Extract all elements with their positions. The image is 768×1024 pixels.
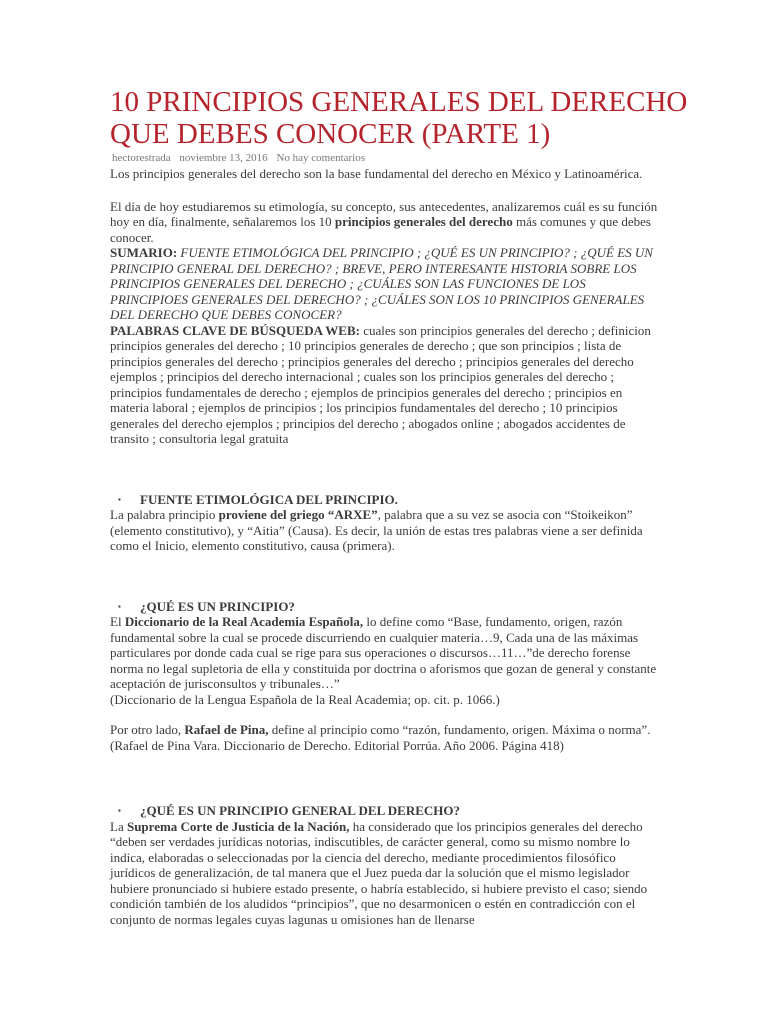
section-heading-etymology: ▪ FUENTE ETIMOLÓGICA DEL PRINCIPIO. [110,492,658,508]
comments-link[interactable]: No hay comentarios [276,152,366,164]
post-date: noviembre 13, 2016 [179,152,268,164]
rae-citation: (Diccionario de la Lengua Española de la Real Academia; op. cit. p. 1066.) [110,691,500,707]
page-title: 10 PRINCIPIOS GENERALES DEL DERECHO QUE DEBES CONOCER (PARTE 1) [110,86,688,150]
section-heading-general-principle: ▪ ¿QUÉ ES UN PRINCIPIO GENERAL DEL DERECHO? [110,803,658,819]
author-link[interactable]: hectorestrada [112,152,171,164]
summary-label: SUMARIO: [110,245,178,260]
scjn-definition-paragraph: La Suprema Corte de Justicia de la Nación, ha considerado que los principios generales del derecho “deben ser verdades jurídicas notorias, indiscutibles, de carácter general, como su mismo nombre lo indica, elaboradas o seleccionadas por la ciencia del derecho, mediante procedimientos filosófico jurídicos de generalización, de tal manera que el Juez pueda dar la solución que el mismo legislador hubiere pronunciado si hubiere estado presente, o habría establecido, si hubiere previsto el caso; siendo condición también de los aludidos “principios”, que no desarmonicen o estén en contradicción con el conjunto de normas legales cuyas lagunas u omisiones han de llenarse [110,818,648,927]
intro-paragraph: Los principios generales del derecho son la base fundamental del derecho en México y Latinoamérica. [110,166,643,181]
keywords-text: cuales son principios generales del derecho ; definicion principios generales del derecho ; 10 principios generales de derecho ; que son principios ; lista de principios generales del derecho ; principios generales del derecho ; principios generales del derecho ejemplos ; principios del derecho internacional ; cuales son los principios generales del derecho ; principios fundamentales de derecho ; ejemplos de principios generales del derecho ; principios en materia laboral ; ejemplos de principios ; los principios fundamentales del derecho ; 10 principios generales del derecho ejemplos ; principios del derecho ; abogados online ; abogados accidentes de transito ; consultoria legal gratuita [110,322,651,446]
pina-citation: (Rafael de Pina Vara. Diccionario de Derecho. Editorial Porrúa. Año 2006. Página 418) [110,737,564,753]
rae-definition-paragraph: El Diccionario de la Real Academia Española, lo define como “Base, fundamento, origen, razón fundamental sobre la cual se procede discurriendo en cualquier materia…9, Cada una de las máximas particulares por donde cada cual se rige para sus operaciones o discursos…11…”de derecho forense norma no legal supletoria de ella y constituida por doctrina o aforismos que gozan de general y constante aceptación de jurisconsultos y tribunales…” [110,614,657,691]
etymology-paragraph: La palabra principio proviene del griego “ARXE”, palabra que a su vez se asocia con “Stoikeikon” (elemento constitutivo), y “Aitia” (Causa). Es decir, la unión de estas tres palabras viene a ser definida como el Inicio, elemento constitutivo, causa (primera). [110,507,643,553]
keywords-paragraph [110,323,658,447]
overview-paragraph: El día de hoy estudiaremos su etimología, su concepto, sus antecedentes, analizaremos cuál es su función hoy en día, finalmente, señalaremos los 10 principios generales del derecho más comunes y que debes conocer. [110,198,658,245]
pina-definition-paragraph: Por otro lado, Rafael de Pina, define al principio como “razón, fundamento, origen. Máxima o norma”. [110,722,651,737]
summary-paragraph [110,245,658,323]
bullet-icon: ▪ [118,494,121,504]
article-body [110,166,658,927]
section-heading-principle: ▪ ¿QUÉ ES UN PRINCIPIO? [110,599,658,615]
bullet-icon: ▪ [118,806,121,815]
keywords-label: PALABRAS CLAVE DE BÚSQUEDA WEB: [110,322,360,338]
post-meta [112,152,371,164]
summary-text: FUENTE ETIMOLÓGICA DEL PRINCIPIO ; ¿QUÉ ES UN PRINCIPIO? ; ¿QUÉ ES UN PRINCIPIO GENERAL DEL DERECHO? ; BREVE, PERO INTERESANTE HISTORIA SOBRE LOS PRINCIPIOS GENERALES DEL DERECHO ; ¿CUÁLES SON LAS FUNCIONES DE LOS PRINCIPIOES GENERALES DEL DERECHO? ; ¿CUÁLES SON LOS 10 PRINCIPIOS GENERALES DEL DERECHO QUE DEBES CONOCER? [110,245,653,322]
bullet-icon: ▪ [118,601,121,611]
